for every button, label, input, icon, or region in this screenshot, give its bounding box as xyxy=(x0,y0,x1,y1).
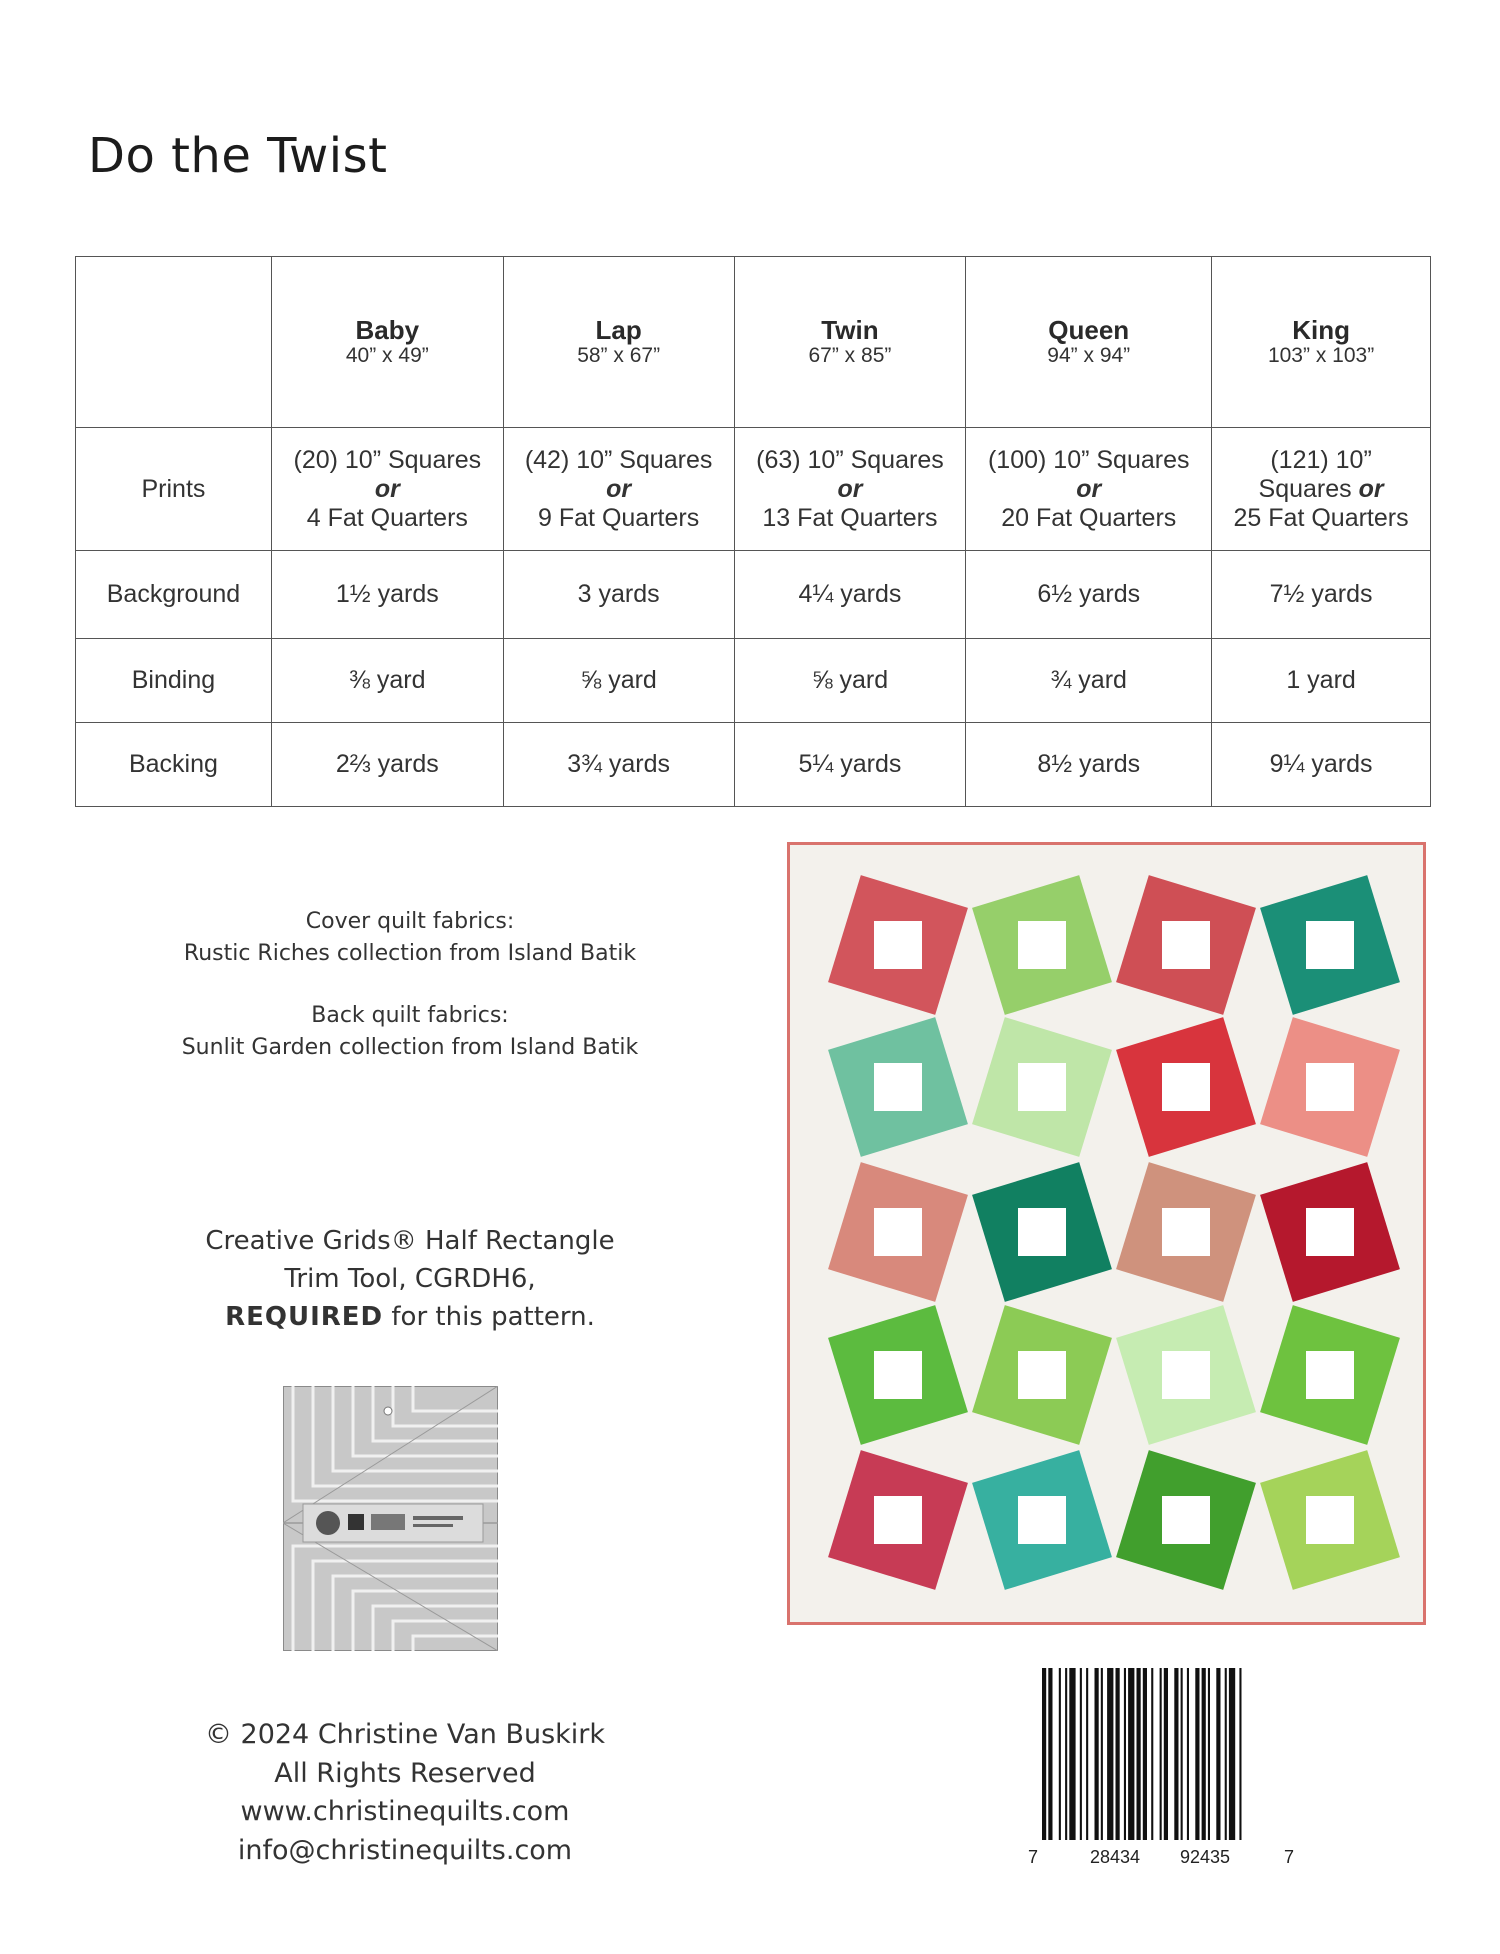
quilt-block-center xyxy=(1306,1496,1354,1544)
quilt-block-center xyxy=(1018,1063,1066,1111)
barcode-bar xyxy=(1128,1668,1134,1840)
quilt-block-center xyxy=(1162,921,1210,969)
barcode-bar xyxy=(1069,1668,1075,1840)
prints-squares: (42) 10” Squares xyxy=(524,445,713,474)
barcode-bar xyxy=(1101,1668,1103,1840)
barcode-check-digit: 7 xyxy=(1284,1847,1295,1867)
barcode-bar xyxy=(1095,1668,1099,1840)
required-word: REQUIRED xyxy=(225,1302,384,1332)
table-cell: ⅝ yard xyxy=(734,639,966,723)
or-word: or xyxy=(606,474,632,503)
or-word: or xyxy=(374,474,400,503)
table-cell: ¾ yard xyxy=(966,639,1212,723)
cover-fabrics-label: Cover quilt fabrics: xyxy=(305,909,515,934)
size-name: Lap xyxy=(595,315,642,345)
prints-fat-quarters: 25 Fat Quarters xyxy=(1233,503,1409,532)
or-word: or xyxy=(837,474,863,503)
table-row-background xyxy=(76,551,1431,639)
table-cell: 1 yard xyxy=(1212,639,1431,723)
back-fabrics-value: Sunlit Garden collection from Island Batik xyxy=(181,1035,639,1060)
required-tool-note xyxy=(120,1222,700,1336)
quilt-block-center xyxy=(1162,1496,1210,1544)
prints-fat-quarters: 20 Fat Quarters xyxy=(1001,503,1177,532)
prints-cell xyxy=(503,428,734,551)
tool-note-line2: Trim Tool, CGRDH6, xyxy=(284,1264,536,1294)
size-cell-queen xyxy=(966,257,1212,428)
or-word: or xyxy=(1076,474,1102,503)
table-cell: 7½ yards xyxy=(1212,551,1431,639)
barcode-bar xyxy=(1195,1668,1199,1840)
table-row-backing xyxy=(76,723,1431,807)
quilt-block-center xyxy=(1018,1351,1066,1399)
quilt-photo xyxy=(787,842,1426,1625)
quilt-block-center xyxy=(874,1496,922,1544)
prints-fat-quarters: 9 Fat Quarters xyxy=(538,503,700,532)
size-cell-baby xyxy=(271,257,503,428)
barcode-bar xyxy=(1174,1668,1178,1840)
quilt-block-center xyxy=(874,921,922,969)
prints-cell xyxy=(1212,428,1431,551)
quilt-block-center xyxy=(1306,1351,1354,1399)
table-cell: 1½ yards xyxy=(271,551,503,639)
barcode-bar xyxy=(1151,1668,1153,1840)
quilt-block-center xyxy=(1162,1208,1210,1256)
size-dimensions: 94” x 94” xyxy=(1047,344,1131,367)
size-name: Baby xyxy=(355,315,420,345)
barcode-bar xyxy=(1216,1668,1220,1840)
website-link[interactable]: www.christinequilts.com xyxy=(240,1796,570,1827)
barcode-bar xyxy=(1225,1668,1227,1840)
quilt-block-center xyxy=(1306,1208,1354,1256)
table-header-row xyxy=(76,257,1431,428)
prints-cell xyxy=(966,428,1212,551)
prints-cell xyxy=(734,428,966,551)
trim-tool-ruler-image xyxy=(283,1386,498,1651)
quilt-block-center xyxy=(1162,1351,1210,1399)
barcode-bar xyxy=(1239,1668,1241,1856)
row-label-binding: Binding xyxy=(76,639,272,723)
prints-fat-quarters: 4 Fat Quarters xyxy=(306,503,468,532)
fabric-credits xyxy=(160,906,660,1064)
quilt-block-center xyxy=(874,1063,922,1111)
quilt-block-center xyxy=(1306,921,1354,969)
table-cell: 9¼ yards xyxy=(1212,723,1431,807)
barcode-bar xyxy=(1086,1668,1088,1840)
barcode-bar xyxy=(1080,1668,1082,1840)
prints-fat-quarters: 13 Fat Quarters xyxy=(762,503,938,532)
row-label-prints: Prints xyxy=(76,428,272,551)
table-row-prints xyxy=(76,428,1431,551)
quilt-block-center xyxy=(874,1351,922,1399)
barcode-bar xyxy=(1116,1668,1120,1840)
barcode-bar xyxy=(1164,1668,1168,1840)
quilt-block-center xyxy=(1018,1496,1066,1544)
copyright-block xyxy=(160,1716,650,1870)
prints-squares: (100) 10” Squares xyxy=(987,445,1190,474)
size-name: Twin xyxy=(821,315,879,345)
barcode-bar xyxy=(1137,1668,1141,1840)
email-link[interactable]: info@christinequilts.com xyxy=(237,1834,573,1866)
table-cell: 8½ yards xyxy=(966,723,1212,807)
tool-note-line3-rest: for this pattern. xyxy=(383,1302,595,1332)
size-name: King xyxy=(1292,315,1350,345)
barcode-bar xyxy=(1042,1668,1046,1856)
barcode-bar xyxy=(1208,1668,1210,1840)
size-dimensions: 40” x 49” xyxy=(345,344,429,367)
quilt-block-center xyxy=(1018,921,1066,969)
table-cell: ⅜ yard xyxy=(271,639,503,723)
table-corner-cell xyxy=(76,257,272,428)
barcode-bar xyxy=(1229,1668,1235,1840)
barcode-bar xyxy=(1160,1668,1162,1840)
barcode-bar xyxy=(1065,1668,1067,1840)
barcode-bar xyxy=(1143,1668,1147,1856)
tool-note-line1: Creative Grids® Half Rectangle xyxy=(205,1226,615,1256)
rights-line: All Rights Reserved xyxy=(274,1757,536,1789)
quilt-block-center xyxy=(874,1208,922,1256)
size-cell-lap xyxy=(503,257,734,428)
quilt-block-center xyxy=(1162,1063,1210,1111)
barcode-first-digit: 7 xyxy=(1028,1847,1039,1867)
page-title: Do the Twist xyxy=(88,128,388,184)
barcode-bar xyxy=(1107,1668,1113,1840)
size-cell-king xyxy=(1212,257,1431,428)
barcode-left-group: 28434 xyxy=(1090,1847,1141,1867)
size-dimensions: 103” x 103” xyxy=(1267,344,1375,367)
row-label-backing: Backing xyxy=(76,723,272,807)
barcode-bar xyxy=(1202,1668,1206,1840)
table-cell: 3¾ yards xyxy=(503,723,734,807)
tool-note-line3 xyxy=(120,1298,700,1336)
barcode-bar xyxy=(1059,1668,1061,1840)
table-cell: 2⅔ yards xyxy=(271,723,503,807)
back-fabrics-label: Back quilt fabrics: xyxy=(311,1003,509,1028)
barcode-bar xyxy=(1181,1668,1183,1840)
row-label-background: Background xyxy=(76,551,272,639)
quilt-block-center xyxy=(1306,1063,1354,1111)
barcode-bar xyxy=(1187,1668,1189,1840)
table-cell: 5¼ yards xyxy=(734,723,966,807)
size-dimensions: 67” x 85” xyxy=(808,344,892,367)
quilt-block-center xyxy=(1018,1208,1066,1256)
copyright-line: © 2024 Christine Van Buskirk xyxy=(204,1719,606,1750)
barcode-bar xyxy=(1124,1668,1126,1840)
barcode-right-group: 92435 xyxy=(1180,1847,1231,1867)
prints-cell xyxy=(271,428,503,551)
size-name: Queen xyxy=(1048,315,1130,345)
table-cell: 4¼ yards xyxy=(734,551,966,639)
barcode-bar xyxy=(1048,1668,1052,1856)
table-cell: ⅝ yard xyxy=(503,639,734,723)
prints-squares: (121) 10” xyxy=(1270,445,1372,474)
upc-barcode xyxy=(1022,1668,1302,1868)
prints-squares: (63) 10” Squares xyxy=(756,445,944,474)
prints-squares: (20) 10” Squares xyxy=(293,445,482,474)
table-cell: 6½ yards xyxy=(966,551,1212,639)
size-dimensions: 58” x 67” xyxy=(577,344,661,367)
yardage-table xyxy=(75,256,1431,807)
prints-squares-cont: Squares xyxy=(1258,474,1352,503)
size-cell-twin xyxy=(734,257,966,428)
or-word: or xyxy=(1358,474,1384,503)
table-row-binding xyxy=(76,639,1431,723)
cover-fabrics-value: Rustic Riches collection from Island Batik xyxy=(183,941,637,966)
table-cell: 3 yards xyxy=(503,551,734,639)
